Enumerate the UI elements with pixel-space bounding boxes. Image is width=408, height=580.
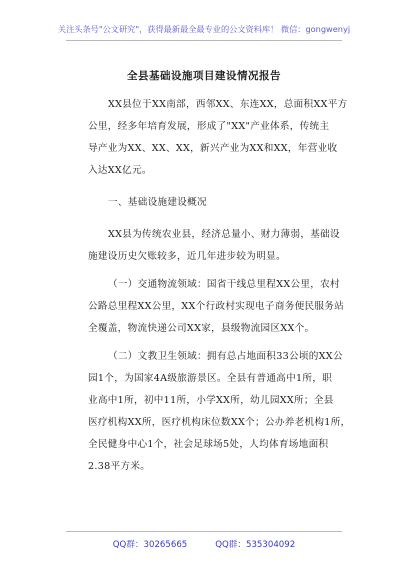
- header-divider: [66, 40, 342, 41]
- paragraph-line: 全民健身中心1个，社会足球场5处，人均体育场地面积: [88, 439, 329, 450]
- paragraph-line: XX县位于XX南部，西邻XX、东连XX，总面积XX平方: [108, 99, 348, 110]
- footer-divider: [66, 531, 342, 532]
- paragraph-transport: [88, 274, 348, 340]
- document-title: 全县基础设施项目建设情况报告: [127, 70, 281, 82]
- paragraph-intro: [88, 94, 348, 182]
- header-note: 关注头条号"公文研究"，获得最新最全最专业的公文资料库！ 微信：gongwenyj: [57, 24, 351, 34]
- paragraph-culture-health: [88, 346, 351, 478]
- section-heading: [88, 192, 348, 214]
- paragraph-line: （一）交通物流领域：国省干线总里程XX公里，农村: [108, 279, 340, 290]
- section-heading-text: 一、基础设施建设概况: [108, 197, 207, 208]
- paragraph-line: 公里，经多年培育发展，形成了"XX"产业体系，传统主: [88, 121, 330, 132]
- paragraph-line: 全覆盖，物流快递公司XX家，县级物流园区XX个。: [88, 323, 315, 334]
- paragraph-line: 入达XX亿元。: [88, 165, 152, 176]
- paragraph-line: （二）文教卫生领域：拥有总占地面积33公顷的XX公: [108, 351, 343, 362]
- paragraph-line: 导产业为XX、XX、XX，新兴产业为XX和XX，年营业收: [88, 143, 338, 154]
- footer-qq-group-2: QQ群：535304092: [215, 540, 296, 550]
- paragraph-line: 业高中1所，初中11所，小学XX所，幼儿园XX所；全县: [88, 395, 334, 406]
- footer: [0, 538, 408, 550]
- paragraph-line: XX县为传统农业县，经济总量小、财力薄弱，基础设: [108, 229, 340, 240]
- paragraph-line: 园1个，为国家4A级旅游景区。全县有普通高中1所，职: [88, 373, 333, 384]
- footer-qq-group-1: QQ群：30265665: [112, 540, 188, 550]
- paragraph-overview: [88, 224, 348, 268]
- paragraph-line: 2.38平方米。: [88, 461, 151, 472]
- paragraph-line: 施建设历史欠账较多，近几年进步较为明显。: [88, 251, 286, 262]
- paragraph-line: 公路总里程XX公里，XX个行政村实现电子商务便民服务站: [88, 301, 345, 312]
- paragraph-line: 医疗机构XX所，医疗机构床位数XX个；公办养老机构1所，: [88, 417, 351, 428]
